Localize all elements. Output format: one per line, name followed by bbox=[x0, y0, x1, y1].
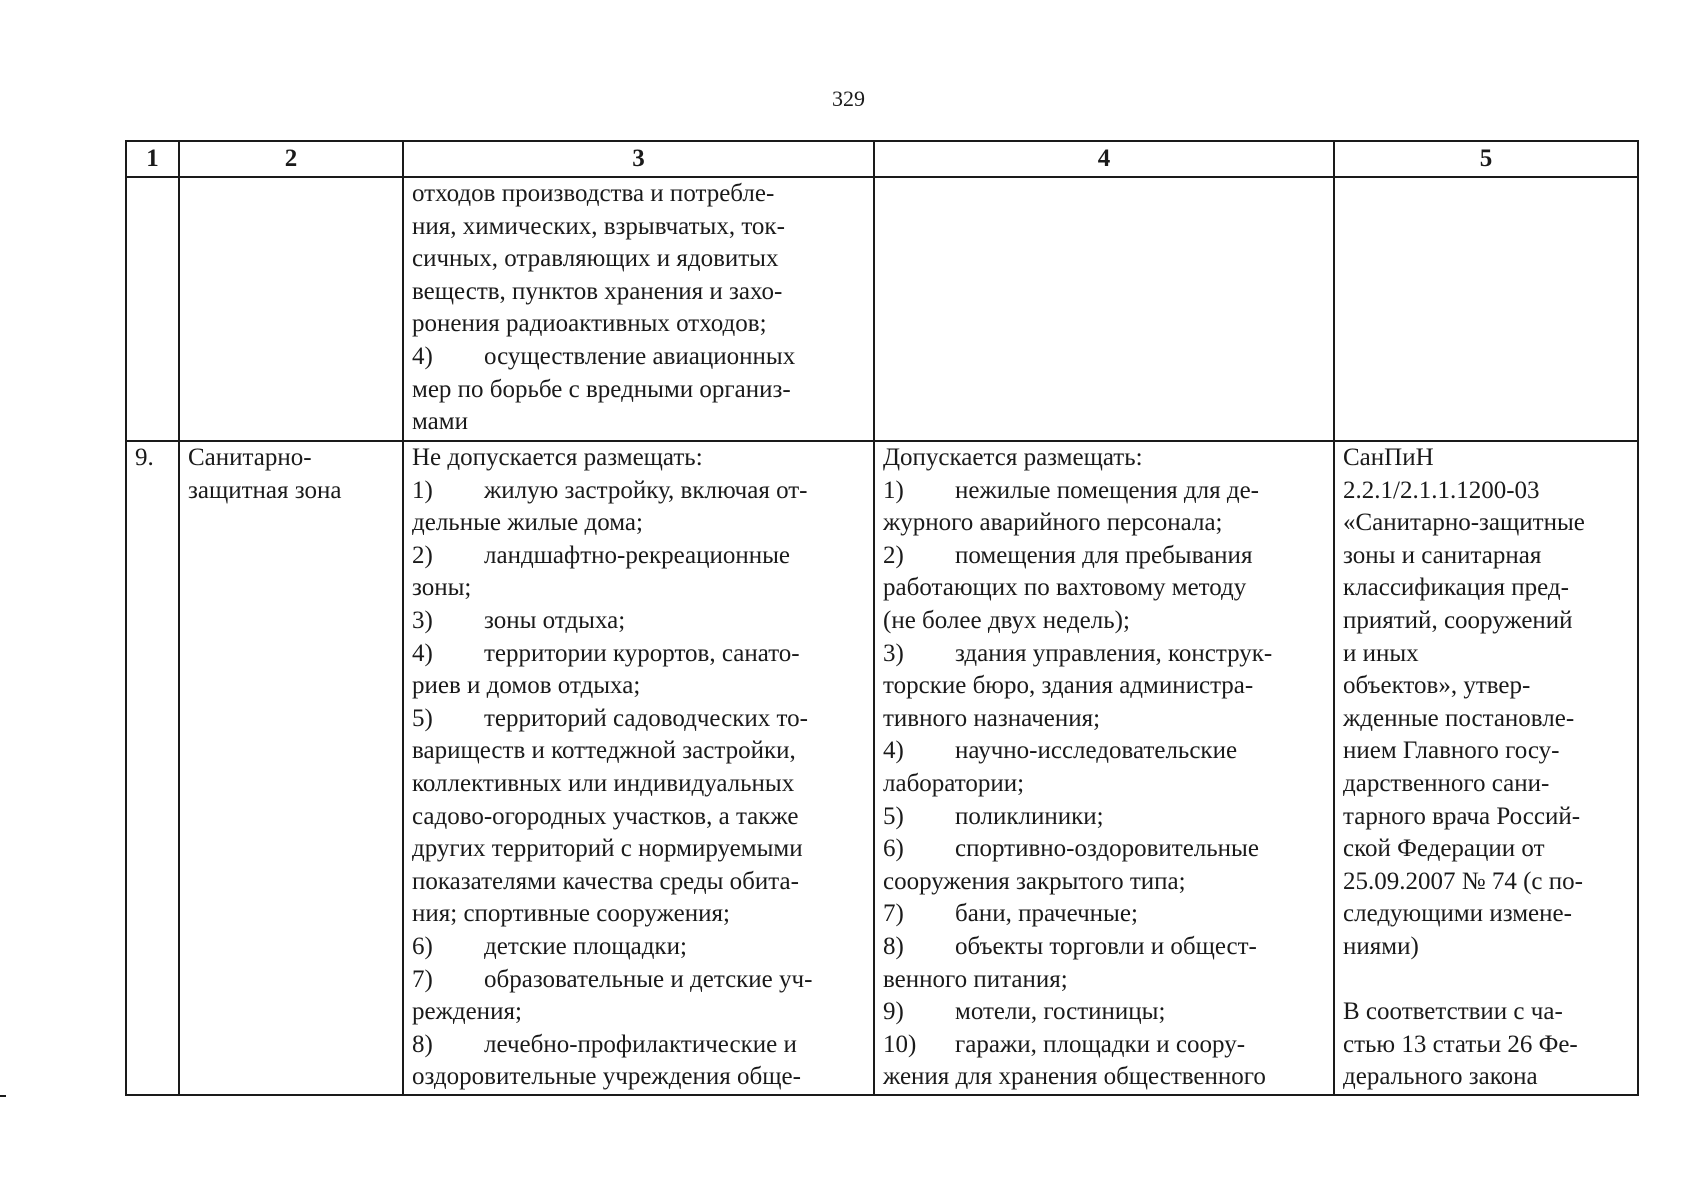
list-item-number: 7) bbox=[412, 965, 433, 993]
legal-basis-line: СанПиН bbox=[1343, 444, 1434, 471]
list-item-text: ландшафтно-рекреационные bbox=[484, 541, 790, 569]
regulation-table bbox=[125, 140, 1639, 1096]
list-item-continuation: риев и домов отдыха; bbox=[412, 672, 641, 700]
legal-basis-line: «Санитарно-защитные bbox=[1343, 509, 1585, 537]
text-line: веществ, пунктов хранения и захо- bbox=[412, 277, 783, 305]
list-item-number: 5) bbox=[412, 704, 433, 732]
text-line: мер по борьбе с вредными организ- bbox=[412, 375, 791, 403]
cell-prohibited-list bbox=[403, 441, 874, 1095]
text-line: ния, химических, взрывчатых, ток- bbox=[412, 212, 785, 240]
header-col-3: 3 bbox=[403, 141, 874, 177]
text-line: мами bbox=[412, 408, 468, 436]
zone-name-line: защитная зона bbox=[188, 476, 342, 504]
zone-name bbox=[179, 441, 403, 1095]
cell-empty bbox=[1334, 177, 1638, 441]
list-item bbox=[883, 735, 1325, 768]
legal-basis-line: объектов», утвер- bbox=[1343, 672, 1531, 700]
list-item-text: территорий садоводческих то- bbox=[484, 704, 808, 732]
list-item-continuation: вариществ и коттеджной застройки, bbox=[412, 737, 796, 765]
list-item-number: 4) bbox=[412, 342, 433, 370]
list-item-number: 2) bbox=[412, 541, 433, 569]
list-item-continuation: сооружения закрытого типа; bbox=[883, 867, 1186, 895]
list-item-text: научно-исследовательские bbox=[955, 737, 1238, 765]
list-item-continuation: коллективных или индивидуальных bbox=[412, 769, 795, 797]
legal-basis-line: 25.09.2007 № 74 (с по- bbox=[1343, 867, 1583, 895]
list-item-number: 5) bbox=[883, 802, 904, 830]
legal-basis-line: приятий, сооружений bbox=[1343, 606, 1573, 634]
list-item bbox=[412, 931, 865, 964]
list-item-continuation: оздоровительные учреждения обще- bbox=[412, 1063, 801, 1091]
list-item-continuation: зоны; bbox=[412, 574, 472, 602]
legal-basis-line: дарственного сани- bbox=[1343, 769, 1550, 797]
list-item-text: детские площадки; bbox=[484, 932, 687, 960]
header-row bbox=[126, 141, 1638, 177]
table-row-continuation bbox=[126, 177, 1638, 441]
text-line: отходов производства и потребле- bbox=[412, 180, 775, 207]
table-row-9 bbox=[126, 441, 1638, 1095]
list-item-continuation: журного аварийного персонала; bbox=[883, 509, 1223, 537]
list-item-number: 7) bbox=[883, 900, 904, 928]
cell-allowed-list bbox=[874, 441, 1334, 1095]
list-item-number: 4) bbox=[883, 737, 904, 765]
legal-basis-line: нием Главного госу- bbox=[1343, 737, 1560, 765]
cell-empty bbox=[179, 177, 403, 441]
list-item-number: 8) bbox=[883, 932, 904, 960]
list-item-number: 1) bbox=[883, 476, 904, 504]
list-item-number: 10) bbox=[883, 1030, 917, 1058]
list-item-continuation: реждения; bbox=[412, 998, 522, 1026]
list-item-number: 4) bbox=[412, 639, 433, 667]
list-item-continuation: садово-огородных участков, а также bbox=[412, 802, 799, 830]
list-item bbox=[412, 341, 865, 374]
list-item-text: образовательные и детские уч- bbox=[484, 965, 813, 993]
list-item bbox=[883, 638, 1325, 671]
page-number: 329 bbox=[832, 86, 865, 111]
legal-basis-line: стью 13 статьи 26 Фе- bbox=[1343, 1030, 1578, 1058]
legal-basis-line: классификация пред- bbox=[1343, 574, 1569, 602]
legal-basis-line: ской Федерации от bbox=[1343, 835, 1545, 863]
zone-name-line: Санитарно- bbox=[188, 444, 312, 471]
list-item-number: 1) bbox=[412, 476, 433, 504]
list-item bbox=[412, 605, 865, 638]
list-item-text: нежилые помещения для де- bbox=[955, 476, 1260, 504]
list-item bbox=[412, 540, 865, 573]
list-item bbox=[883, 475, 1325, 508]
list-item-number: 6) bbox=[412, 932, 433, 960]
list-item-continuation: венного питания; bbox=[883, 965, 1068, 993]
header-col-4: 4 bbox=[874, 141, 1334, 177]
paragraph-gap bbox=[1343, 964, 1629, 997]
row-number: 9. bbox=[126, 441, 179, 1095]
list-item-continuation: ния; спортивные сооружения; bbox=[412, 900, 730, 928]
list-item-text: жилую застройку, включая от- bbox=[484, 476, 808, 504]
legal-basis-line: тарного врача Россий- bbox=[1343, 802, 1581, 830]
list-item-number: 3) bbox=[412, 606, 433, 634]
text-line: сичных, отравляющих и ядовитых bbox=[412, 245, 779, 273]
list-item-number: 3) bbox=[883, 639, 904, 667]
cell-empty bbox=[874, 177, 1334, 441]
list-item-text: зоны отдыха; bbox=[484, 606, 626, 634]
legal-basis-line: зоны и санитарная bbox=[1343, 541, 1542, 569]
text-line: ронения радиоактивных отходов; bbox=[412, 310, 767, 338]
legal-basis-line: следующими измене- bbox=[1343, 900, 1572, 928]
legal-basis-line: жденные постановле- bbox=[1343, 704, 1575, 732]
list-item-continuation: (не более двух недель); bbox=[883, 606, 1130, 634]
list-item bbox=[883, 540, 1325, 573]
list-item bbox=[883, 996, 1325, 1029]
list-item-continuation: дельные жилые дома; bbox=[412, 509, 643, 537]
legal-basis-line: дерального закона bbox=[1343, 1063, 1538, 1091]
list-item bbox=[412, 964, 865, 997]
list-item-text: объекты торговли и общест- bbox=[955, 932, 1257, 960]
list-item-text: лечебно-профилактические и bbox=[484, 1030, 797, 1058]
list-item bbox=[412, 1029, 865, 1062]
list-item bbox=[883, 801, 1325, 834]
list-item-text: осуществление авиационных bbox=[484, 342, 796, 370]
list-item bbox=[883, 931, 1325, 964]
legal-basis-line: В соответствии с ча- bbox=[1343, 998, 1563, 1026]
list-item-continuation: показателями качества среды обита- bbox=[412, 867, 799, 895]
list-item-text: спортивно-оздоровительные bbox=[955, 835, 1259, 863]
list-item bbox=[412, 638, 865, 671]
list-item bbox=[883, 1029, 1325, 1062]
list-item bbox=[883, 833, 1325, 866]
legal-basis-line: и иных bbox=[1343, 639, 1419, 667]
cell-legal-basis bbox=[1334, 441, 1638, 1095]
list-item-continuation: лаборатории; bbox=[883, 769, 1025, 797]
prohibited-heading: Не допускается размещать: bbox=[412, 444, 703, 471]
allowed-heading: Допускается размещать: bbox=[883, 444, 1143, 471]
header-col-5: 5 bbox=[1334, 141, 1638, 177]
list-item-text: территории курортов, санато- bbox=[484, 639, 800, 667]
list-item bbox=[412, 703, 865, 736]
list-item-number: 8) bbox=[412, 1030, 433, 1058]
legal-basis-line: 2.2.1/2.1.1.1200-03 bbox=[1343, 476, 1540, 504]
header-col-1: 1 bbox=[126, 141, 179, 177]
list-item-continuation: работающих по вахтовому методу bbox=[883, 574, 1247, 602]
legal-basis-line: ниями) bbox=[1343, 932, 1419, 960]
cell-restrictions-continued bbox=[403, 177, 874, 441]
list-item-number: 2) bbox=[883, 541, 904, 569]
list-item-text: гаражи, площадки и соору- bbox=[955, 1030, 1246, 1058]
list-item bbox=[412, 475, 865, 508]
list-item-text: мотели, гостиницы; bbox=[955, 998, 1166, 1026]
list-item-text: поликлиники; bbox=[955, 802, 1104, 830]
margin-mark bbox=[0, 1095, 6, 1097]
list-item-continuation: тивного назначения; bbox=[883, 704, 1101, 732]
list-item-number: 6) bbox=[883, 835, 904, 863]
list-item-continuation: торские бюро, здания администра- bbox=[883, 672, 1254, 700]
header-col-2: 2 bbox=[179, 141, 403, 177]
list-item-continuation: жения для хранения общественного bbox=[883, 1063, 1266, 1091]
list-item-number: 9) bbox=[883, 998, 904, 1026]
list-item-continuation: других территорий с нормируемыми bbox=[412, 835, 803, 863]
list-item-text: бани, прачечные; bbox=[955, 900, 1138, 928]
cell-empty bbox=[126, 177, 179, 441]
list-item-text: здания управления, конструк- bbox=[955, 639, 1273, 667]
list-item bbox=[883, 898, 1325, 931]
list-item-text: помещения для пребывания bbox=[955, 541, 1253, 569]
